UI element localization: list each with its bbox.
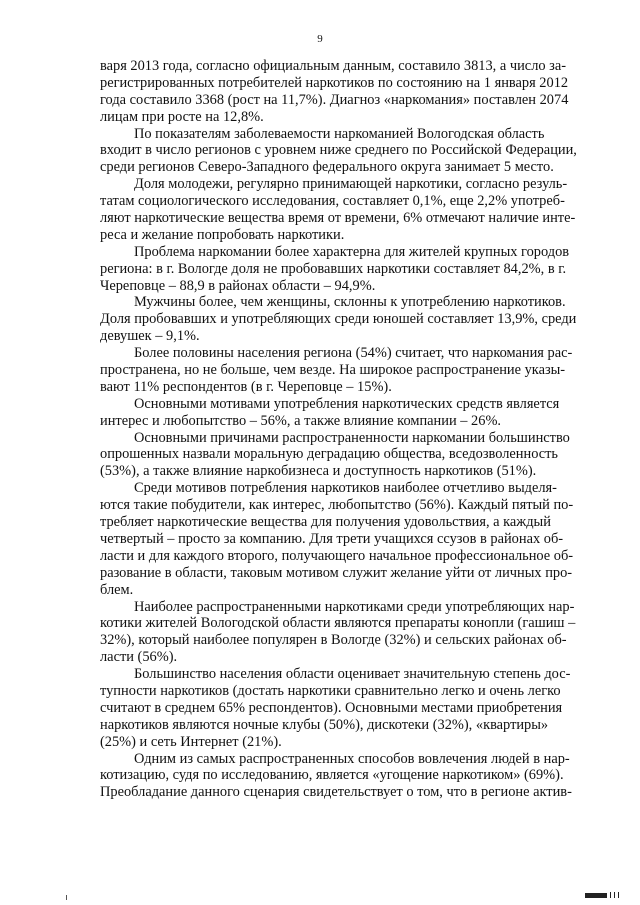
text-line: Основными причинами распространенности наркомании большинство (134, 429, 570, 446)
text-line: Основными мотивами употребления наркотических средств является (134, 395, 560, 412)
text-line: тупности наркотиков (достать наркотики сравнительно легко и очень легко (100, 682, 561, 699)
text-line: Проблема наркомании более характерна для жителей крупных городов (134, 243, 570, 260)
document-body (100, 58, 577, 801)
text-line: ласти (56%). (100, 649, 178, 666)
text-line: наркотиков являются ночные клубы (50%), дискотеки (32%), «квартиры» (100, 716, 549, 733)
text-line: Большинство населения области оценивает значительную степень дос- (134, 666, 571, 683)
text-line: пространена, но не больше, чем везде. На широкое распространение указы- (100, 362, 566, 379)
text-line: региона: в г. Вологде доля не пробовавших наркотики составляет 84,2%, в г. (100, 260, 567, 277)
text-line: реса и желание попробовать наркотики. (100, 226, 345, 243)
barcode-bar (614, 892, 615, 898)
barcode-bar (618, 892, 619, 898)
text-line: ются такие побудители, как интерес, любопытство (56%). Каждый пятый по- (100, 497, 574, 514)
text-line: вают 11% респондентов (в г. Череповце – 15%). (100, 378, 392, 395)
text-line: среди регионов Северо-Западного федерального округа занимает 5 место. (100, 159, 554, 176)
scan-artifact-mark (66, 895, 67, 900)
text-line: входит в число регионов с уровнем ниже среднего по Российской Федерации, (100, 142, 577, 159)
text-line: ляют наркотические вещества время от времени, 6% отмечают наличие инте- (100, 210, 576, 227)
text-line: Среди мотивов потребления наркотиков наиболее отчетливо выделя- (134, 480, 557, 497)
text-line: (53%), а также влияние наркобизнеса и доступность наркотиков (51%). (100, 463, 537, 480)
text-line: татам социологического исследования, составляет 0,1%, еще 2,2% употреб- (100, 193, 565, 210)
text-line: разование в области, таковым мотивом служит желание уйти от личных про- (100, 564, 573, 581)
text-line: считают в среднем 65% респондентов). Основными местами приобретения (100, 699, 563, 716)
text-line: четвертый – просто за компанию. Для трети учащихся ссузов в районах об- (100, 530, 564, 547)
text-line: требляет наркотические вещества для получения удовольствия, а каждый (100, 514, 551, 531)
text-line: Доля пробовавших и употребляющих среди юношей составляет 13,9%, среди (100, 311, 577, 328)
text-line: лицам при росте на 12,8%. (100, 108, 264, 125)
text-line: Мужчины более, чем женщины, склонны к употреблению наркотиков. (134, 294, 566, 311)
text-line: котизацию, судя по исследованию, является «угощение наркотиком» (69%). (100, 767, 564, 784)
text-line: интерес и любопытство – 56%, а также влияние компании – 26%. (100, 412, 502, 429)
text-line: Череповце – 88,9 в районах области – 94,9%. (100, 277, 376, 294)
text-line: блем. (100, 581, 134, 598)
text-line: По показателям заболеваемости наркоманией Вологодская область (134, 125, 545, 142)
barcode-bar (585, 893, 607, 898)
text-line: варя 2013 года, согласно официальным данным, составило 3813, а число за- (100, 58, 567, 74)
page-number: 9 (317, 33, 323, 45)
text-line: опрошенных назвали моральную деградацию общества, вседозволенность (100, 446, 558, 463)
text-line: Более половины населения региона (54%) считает, что наркомания рас- (134, 345, 573, 362)
scan-barcode-marks (585, 892, 619, 898)
text-line: девушек – 9,1%. (100, 328, 200, 345)
text-line: ласти и для каждого второго, получающего начальное профессиональное об- (100, 547, 574, 564)
text-line: (25%) и сеть Интернет (21%). (100, 733, 282, 750)
text-line: года составило 3368 (рост на 11,7%). Диагноз «наркомания» поставлен 2074 (100, 91, 569, 108)
text-line: Преобладание данного сценария свидетельствует о том, что в регионе актив- (100, 784, 572, 801)
text-line: 32%), который наиболее популярен в Вологде (32%) и сельских районах об- (100, 632, 567, 649)
text-line: котики жителей Вологодской области являются препараты конопли (гашиш – (100, 615, 576, 632)
text-line: регистрированных потребителей наркотиков по состоянию на 1 января 2012 (100, 74, 569, 91)
text-line: Наиболее распространенными наркотиками среди употребляющих нар- (134, 598, 575, 615)
text-line: Доля молодежи, регулярно принимающей наркотики, согласно резуль- (134, 176, 568, 193)
text-line: Одним из самых распространенных способов вовлечения людей в нар- (134, 750, 570, 767)
barcode-bar (610, 892, 611, 898)
